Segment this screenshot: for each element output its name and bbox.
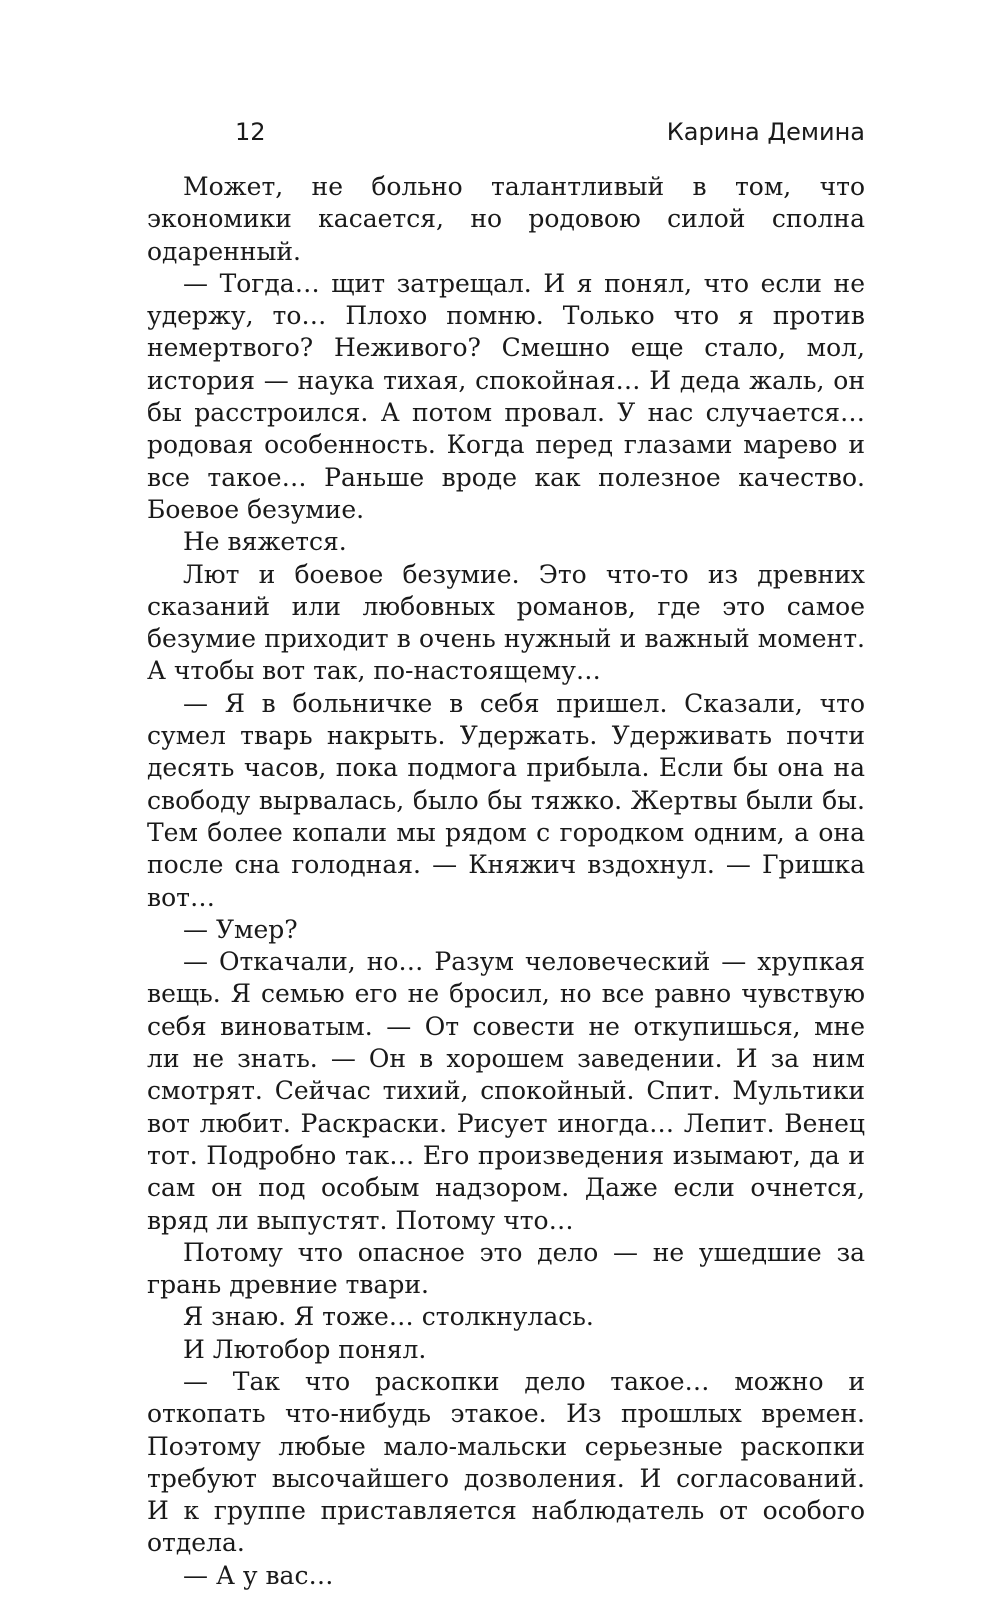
paragraph: — Тогда… щит затрещал. И я понял, что если не удержу, то… Плохо помню. Только что я против немертвого? Неживого? Смешно еще стало, мол, история — наука тихая, спокойная… И деда жаль, он бы расстроился. А потом провал. У нас случается… родовая особенность. Когда перед глазами марево и все такое… Раньше вроде как полезное качество. Боевое безумие.	[147, 268, 865, 524]
paragraph: Лют и боевое безумие. Это что-то из древних сказаний или любовных романов, где это самое безумие приходит в очень нужный и важный момент. А чтобы вот так, по-настоящему…	[147, 559, 865, 686]
paragraph: Может, не больно талантливый в том, что экономики касается, но родовою силой сполна одаренный.	[147, 172, 865, 266]
paragraph: Я знаю. Я тоже… столкнулась.	[183, 1302, 594, 1332]
running-title: Карина Демина	[666, 118, 865, 146]
paragraph: — Я в больничке в себя пришел. Сказали, что сумел тварь накрыть. Удержать. Удерживать почти десять часов, пока подмога прибыла. Если бы она на свободу вырвалась, было бы тяжко. Жертвы были бы. Тем более копали мы рядом с городком одним, а она после сна голодная. — Княжич вздохнул. — Гришка вот…	[147, 688, 865, 912]
page-number: 12	[235, 118, 266, 146]
paragraph: Потому что опасное это дело — не ушедшие за грань древние твари.	[147, 1237, 865, 1300]
page-header	[147, 118, 865, 154]
paragraph: — А у вас…	[183, 1560, 334, 1590]
paragraph: — Так что раскопки дело такое… можно и откопать что-нибудь этакое. Из прошлых времен. Поэтому любые мало-мальски серьезные раскопки требуют высочайшего дозволения. И согласований. И к группе приставляется наблюдатель от особого отдела.	[147, 1366, 865, 1558]
paragraph: Не вяжется.	[183, 527, 347, 557]
paragraph: — Умер?	[183, 914, 298, 944]
paragraph: И Лютобор понял.	[183, 1334, 427, 1364]
paragraph: — Откачали, но… Разум человеческий — хрупкая вещь. Я семью его не бросил, но все равно чувствую себя виноватым. — От совести не откупишься, мне ли не знать. — Он в хорошем заведении. И за ним смотрят. Сейчас тихий, спокойный. Спит. Мультики вот любит. Раскраски. Рисует иногда… Лепит. Венец тот. Подробно так… Его произведения изымают, да и сам он под особым надзором. Даже если очнется, вряд ли выпустят. Потому что…	[147, 947, 865, 1235]
body-text	[147, 171, 865, 1592]
